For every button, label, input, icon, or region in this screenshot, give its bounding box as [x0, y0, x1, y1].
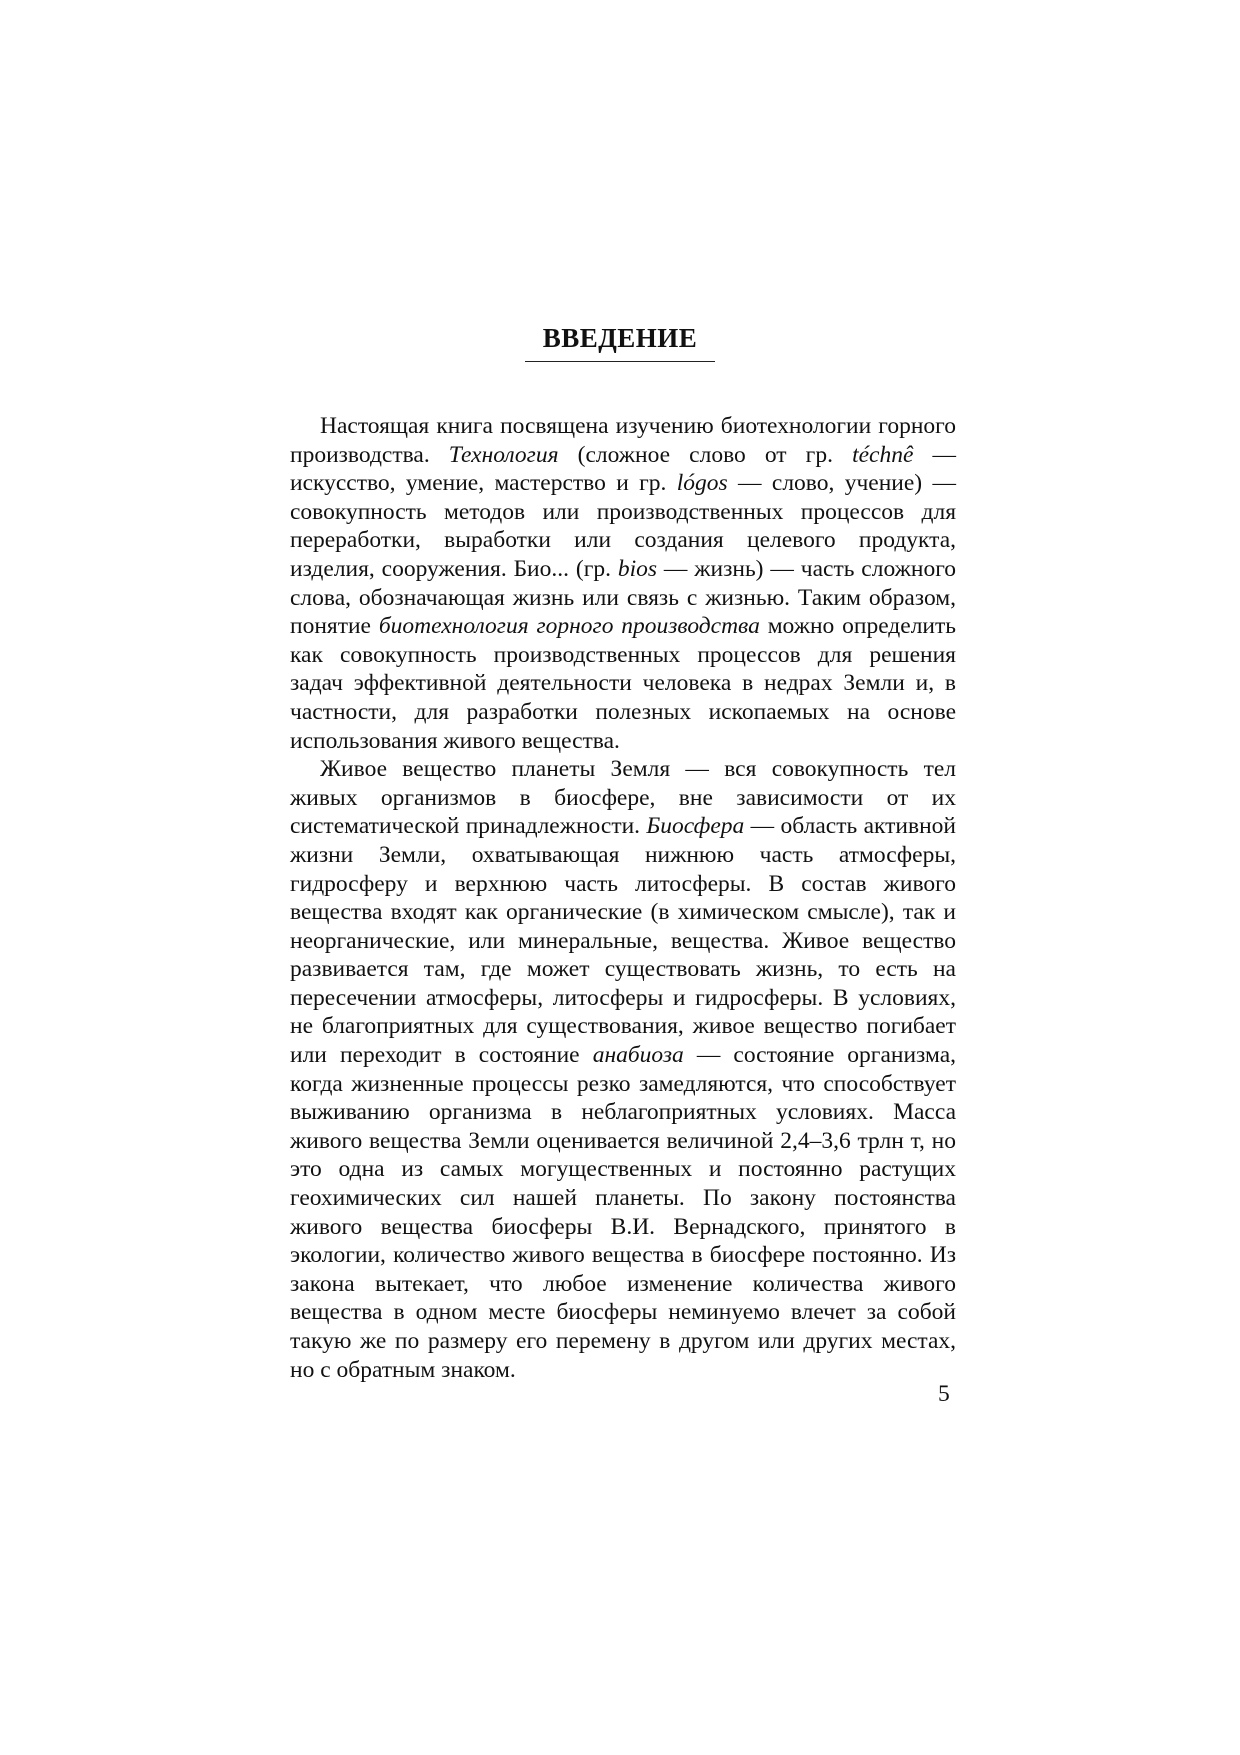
paragraph-1-text-2: (сложное слово от гр.: [558, 441, 853, 468]
term-techne: téchnê: [852, 441, 914, 468]
term-anabiosis: анабиоза: [592, 1042, 684, 1069]
page-number: 5: [938, 1381, 950, 1407]
paragraph-1-text-5: — жизнь) — часть сложного слова, обозначающая жизнь или связь с жизнью. Таким образом, понятие: [290, 555, 956, 640]
heading-container: [0, 322, 1240, 362]
term-logos: lógos: [676, 470, 728, 497]
paragraph-intro: [290, 412, 956, 755]
paragraph-living-matter: [290, 755, 956, 1384]
paragraph-2-text-1: Живое вещество планеты Земля — вся совокупность тел живых организмов в биосфере, вне зависимости от их систематической принадлежности.: [290, 756, 956, 840]
paragraph-1-text-3: — искусство, умение, мастерство и гр.: [290, 441, 956, 497]
term-biosphere: Биосфера: [646, 813, 745, 840]
term-technology: Технология: [448, 441, 559, 468]
paragraph-1-text-4: — слово, учение) — совокупность методов или производственных процессов для переработки, выработки или создания целевого продукта, изделия, сооружения. Био... (гр.: [290, 470, 956, 582]
body-text: [290, 412, 956, 1384]
term-mining-biotechnology: биотехнология горного производства: [378, 613, 760, 640]
paragraph-1-text-6: можно определить как совокупность производственных процессов для решения задач эффективной деятельности человека в недрах Земли и, в частности, для разработки полезных ископаемых на основе использования живого вещества.: [290, 613, 956, 754]
paragraph-2-text-2: — область активной жизни Земли, охватывающая нижнюю часть атмосферы, гидросферу и верхнюю часть литосферы. В состав живого вещества входят как органические (в химическом смысле), так и неорганические, или минеральные, вещества. Живое вещество развивается там, где может существовать жизнь, то есть на пересечении атмосферы, литосферы и гидросферы. В условиях, не благоприятных для существования, живое вещество погибает или переходит в состояние: [290, 813, 956, 1069]
paragraph-2-text-3: — состояние организма, когда жизненные процессы резко замедляются, что способствует выживанию организма в неблагоприятных условиях. Масса живого вещества Земли оценивается величиной 2,4–3,6 трлн т, но это одна из самых могущественных и постоянно растущих геохимических сил нашей планеты. По закону постоянства живого вещества биосферы В.И. Вернадского, принятого в экологии, количество живого вещества в биосфере постоянно. Из закона вытекает, что любое изменение количества живого вещества в одном месте биосферы неминуемо влечет за собой такую же по размеру его перемену в другом или других местах, но с обратным знаком.: [290, 1042, 956, 1383]
term-bios: bios: [617, 555, 658, 582]
paragraph-1-text-1: Настоящая книга посвящена изучению биотехнологии горного производства.: [290, 413, 956, 468]
chapter-heading: ВВЕДЕНИЕ: [525, 322, 716, 362]
